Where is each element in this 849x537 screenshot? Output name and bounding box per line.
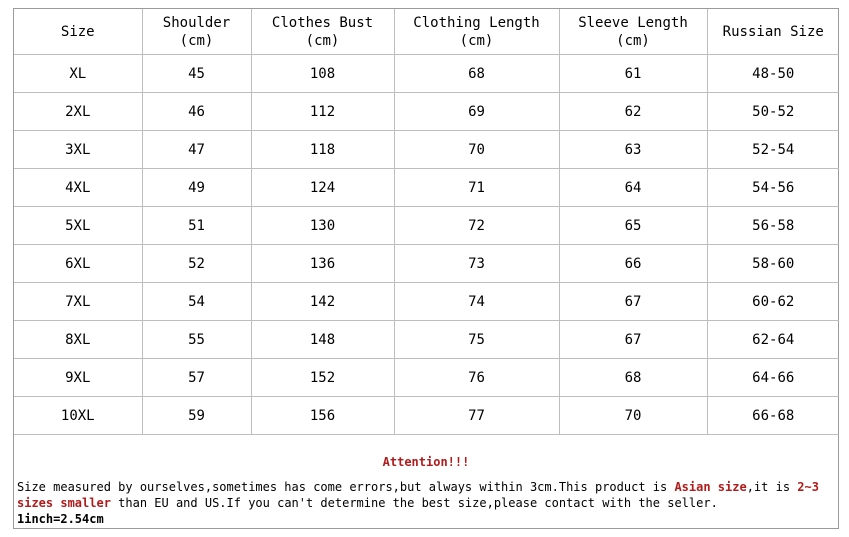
cell-clothing-length: 69 — [394, 93, 559, 131]
cell-sleeve-length: 63 — [559, 131, 707, 169]
header-russian-size: Russian Size — [707, 9, 839, 55]
note-text — [17, 479, 835, 511]
cell-shoulder: 47 — [142, 131, 251, 169]
cell-clothes-bust: 136 — [251, 245, 394, 283]
cell-size: 8XL — [14, 321, 142, 359]
cell-russian-size: 62-64 — [707, 321, 839, 359]
cell-shoulder: 51 — [142, 207, 251, 245]
cell-russian-size: 58-60 — [707, 245, 839, 283]
table-row — [14, 131, 839, 169]
cell-clothing-length: 74 — [394, 283, 559, 321]
cell-size: 7XL — [14, 283, 142, 321]
cell-clothes-bust: 130 — [251, 207, 394, 245]
table-row — [14, 321, 839, 359]
cell-shoulder: 45 — [142, 55, 251, 93]
cell-size: 6XL — [14, 245, 142, 283]
cell-russian-size: 52-54 — [707, 131, 839, 169]
header-sleeve-length: Sleeve Length (cm) — [559, 9, 707, 55]
cell-clothing-length: 70 — [394, 131, 559, 169]
cell-sleeve-length: 67 — [559, 283, 707, 321]
cell-size: 3XL — [14, 131, 142, 169]
cell-clothes-bust: 124 — [251, 169, 394, 207]
table-row — [14, 169, 839, 207]
cell-russian-size: 48-50 — [707, 55, 839, 93]
table-row — [14, 245, 839, 283]
cell-shoulder: 55 — [142, 321, 251, 359]
cell-russian-size: 60-62 — [707, 283, 839, 321]
note-text-part: Size measured by ourselves,sometimes has come errors,but always within 3cm.This product is — [17, 480, 675, 494]
cell-size: XL — [14, 55, 142, 93]
table-row — [14, 93, 839, 131]
cell-clothes-bust: 108 — [251, 55, 394, 93]
cell-size: 2XL — [14, 93, 142, 131]
size-chart — [13, 8, 839, 529]
cell-sleeve-length: 64 — [559, 169, 707, 207]
cell-clothes-bust: 142 — [251, 283, 394, 321]
cell-clothes-bust: 156 — [251, 397, 394, 435]
cell-clothing-length: 77 — [394, 397, 559, 435]
cell-sleeve-length: 65 — [559, 207, 707, 245]
cell-russian-size: 54-56 — [707, 169, 839, 207]
cell-clothing-length: 72 — [394, 207, 559, 245]
cell-shoulder: 57 — [142, 359, 251, 397]
cell-sleeve-length: 61 — [559, 55, 707, 93]
cell-clothing-length: 75 — [394, 321, 559, 359]
cell-sleeve-length: 70 — [559, 397, 707, 435]
cell-size: 5XL — [14, 207, 142, 245]
table-row — [14, 207, 839, 245]
cell-russian-size: 50-52 — [707, 93, 839, 131]
table-row — [14, 359, 839, 397]
cell-shoulder: 52 — [142, 245, 251, 283]
cell-sleeve-length: 66 — [559, 245, 707, 283]
table-row — [14, 55, 839, 93]
size-table — [14, 9, 839, 435]
cell-clothing-length: 68 — [394, 55, 559, 93]
cell-russian-size: 66-68 — [707, 397, 839, 435]
note-text-part: than EU and US.If you can't determine the best size,please contact with the seller. — [110, 496, 718, 510]
cell-clothing-length: 73 — [394, 245, 559, 283]
cell-shoulder: 59 — [142, 397, 251, 435]
cell-clothes-bust: 112 — [251, 93, 394, 131]
sizes-smaller-highlight: 2~3 sizes smaller — [17, 480, 819, 510]
note-text-part: ,it is — [746, 480, 798, 494]
header-shoulder: Shoulder (cm) — [142, 9, 251, 55]
cell-shoulder: 46 — [142, 93, 251, 131]
cell-russian-size: 56-58 — [707, 207, 839, 245]
attention-heading: Attention!!! — [382, 455, 470, 469]
cell-shoulder: 49 — [142, 169, 251, 207]
cell-clothing-length: 71 — [394, 169, 559, 207]
cell-russian-size: 64-66 — [707, 359, 839, 397]
header-clothes-bust: Clothes Bust (cm) — [251, 9, 394, 55]
header-size: Size — [14, 9, 142, 55]
cell-clothes-bust: 148 — [251, 321, 394, 359]
cell-clothes-bust: 152 — [251, 359, 394, 397]
table-row — [14, 283, 839, 321]
cell-size: 10XL — [14, 397, 142, 435]
header-clothing-length: Clothing Length (cm) — [394, 9, 559, 55]
cell-sleeve-length: 68 — [559, 359, 707, 397]
cell-size: 4XL — [14, 169, 142, 207]
asian-size-highlight: Asian size — [674, 480, 747, 494]
header-row — [14, 9, 839, 55]
inch-conversion: 1inch=2.54cm — [17, 512, 104, 526]
cell-clothes-bust: 118 — [251, 131, 394, 169]
cell-size: 9XL — [14, 359, 142, 397]
cell-shoulder: 54 — [142, 283, 251, 321]
table-row — [14, 397, 839, 435]
cell-sleeve-length: 67 — [559, 321, 707, 359]
cell-clothing-length: 76 — [394, 359, 559, 397]
cell-sleeve-length: 62 — [559, 93, 707, 131]
note-area — [14, 441, 838, 527]
